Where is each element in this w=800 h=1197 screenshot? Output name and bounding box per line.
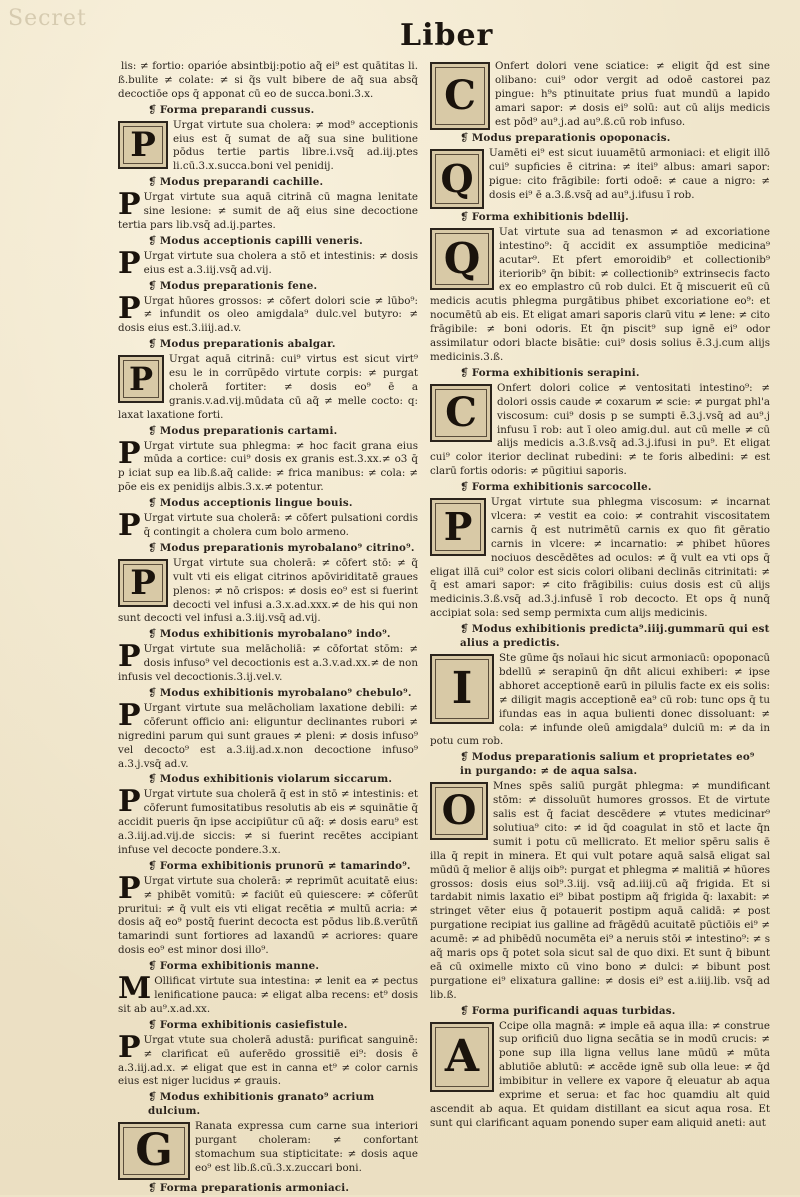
paragraph-text: Urgat aquā citrinā: cui⁹ virtus est sicut virt⁹ esu le in corrūpēdo virtute corpis: ≠ purgat cholerā fortiter: ≠ dosis eo⁹ ē a granis.v.ad.vij.mūdata cū aq̃ ≠ melle cocto: q: laxat laxatione forti. [118,353,418,421]
paragraph [118,245,418,281]
initial-letter: P [118,435,141,471]
initial-letter: P [128,360,154,399]
decorated-initial [430,62,490,130]
section-heading: ❡ Modus preparationis abalgar. [118,338,418,352]
paragraph [118,1120,418,1180]
section-heading: ❡ Modus acceptionis capilli veneris. [118,235,418,249]
paragraph-text: Uamēti ei⁹ est sicut iuuamētū armoniaci: et eligit illō cui⁹ supficies ē citrina: ≠ itei⁹ albus: amari sapor: pigue: cito frāgibile: forti odoē: ≠ caue a nigro: ≠ dosis ei⁹ ē a.3.ß.vsq̄ ad au⁹.j.ifusu ī rob. [489,146,770,201]
paragraph [118,784,418,858]
paragraph-text: lis: ≠ fortio: oparióe absintbij:potio aq̃ ei⁹ est quātitas li. ß.bulite ≠ colate: ≠ si q̃s vult bibere de aq̃ sua absq̃ decoctiōe ops q̄ apponat cū eo de succa.boni.3.x. [118,60,418,100]
paragraph-text: Urgat virtute sua aquā citrinā cū magna lenitate sine lesione: ≠ sumit de aq̃ eius sine decoctione tertia pars lib.vsq̄ ad.ij.partes. [118,191,418,231]
paragraph-text: Onfert dolori vene sciatice: ≠ eligit q̄d est sine olibano: cui⁹ odor vergit ad odoē castorei paz pingue: h⁹s ptinuitate prius fuat mundū a lapido amari sapor: ≠ dosis ei⁹ solū: aut cū alijs medicis est pōd⁹ au⁹.j.ad au⁹.ß.cū rob infuso. [495,60,770,128]
initial-letter: A [444,1030,480,1082]
section-heading: ❡ Modus preparationis cartami. [118,425,418,439]
section-heading: ❡ Forma purificandi aquas turbidas. [430,1005,770,1019]
paragraph [118,290,418,337]
paragraph-text: Urgat virtute sua cholerā q̄ est in stō ≠ intestinis: et cōferunt fumositatibus resolutis ab eis ≠ squinātie q̄ accidit pueris q̄n ipse accipiūtur cū aq̃: ≠ dosis earu⁹ est a.3.iij.ad.vij.de siccis: ≠ si fuerint recētes accipiant infuse vel decocte pondere.3.x. [118,788,418,856]
decorated-initial [118,1122,190,1180]
paragraph-text: Urgat virtute sua cholera a stō et intestinis: ≠ dosis eius est a.3.iij.vsq̄ ad.vij. [143,249,418,276]
section-heading: ❡ Modus preparationis salium et proprietates eo⁹ in purgando: ≠ de aqua salsa. [430,751,770,779]
paragraph-text: Urgant virtute sua melācholiam laxatione debili: ≠ cōferunt officio ani: eliguntur declinantes rubori ≠ nigredini parum qui sunt graues ≠ pleni: ≠ dosis infuso⁹ vel decocto⁹ est a.3.iij.ad.x.non decoctione infuso⁹ a.3.j.vsq̄ ad.v. [118,701,418,770]
paragraph-text: Urgat virtute sua melācholiā: ≠ cōfortat stōm: ≠ dosis infuso⁹ vel decoctionis est a.3.v.ad.xx.≠ de non infusis vel decoctionis.3.ij.vel.v. [118,643,418,684]
paragraph-text: Ccipe olla magnā: ≠ imple eā aqua illa: ≠ construe sup orificiū duo ligna secātia se in modū crucis: ≠ pone sup illa ligna vellus lane mūdū ≠ mūta ablutiōe ablutū: ≠ accēde ignē sub olla leue: ≠ q̄d imbibitur in vellere ex vapore q̄ eleuatur ab aqua exprime et serua: et fac hoc quamdiu alt quid ascendit ab aqua. Et quidam distillant ea sicut aqua rosa. Et sunt qui clarificant aquam ponendo super eam aliquid aneti: aut [430,1019,770,1129]
section-heading: ❡ Modus exhibitionis myrobalano⁹ chebulo⁹. [118,687,418,701]
paragraph-text: Urgat virtute sua cholerā: ≠ reprimūt acuitatē eius: ≠ phibēt vomitū: ≠ faciūt eū quiescere: ≠ cōferūt pruritui: ≠ q̃ vult eis vti eligat recētia ≠ multū acria: ≠ dosis aq̃ eo⁹ postq̄ fuerint decocta est pōdus lib.ß.verūtñ tamarindi sunt fortiores ad laxandū ≠ acriores: quare dosis eo⁹ est minor dosi illo⁹. [118,874,418,957]
section-heading: ❡ Modus preparationis fene. [118,280,418,294]
paragraph [118,508,418,544]
paragraph [430,226,770,365]
paragraph-text: Onfert dolori colice ≠ ventositati intestino⁹: ≠ dolori ossis caude ≠ coxarum ≠ scie: ≠ purgat phl'a viscosum: cui⁹ dosis p se sumpti ē.3.j.vsq̄ ad au⁹.j infusu ī rob: aut ī oleo amig.dul. aut cū melle ≠ cū alijs medicis a.3.ß.vsq̄ ad.3.j.ifusi in pu⁹. Et eligat cui⁹ color iterior declinat rubedini: ≠ te foris albedini: ≠ est clarū fortis odoris: ≠ pūgitiui saporis. [430,381,770,478]
left-column [118,60,418,1197]
initial-letter: Q [440,155,474,201]
section-heading: ❡ Forma preparandi cussus. [118,104,418,118]
initial-letter: P [118,639,141,675]
paragraph [118,557,418,627]
initial-letter: P [118,784,141,820]
initial-letter: P [118,245,141,281]
bleed-through-text: Secret [8,6,87,31]
decorated-initial [118,559,168,607]
paragraph [430,652,770,749]
initial-letter: P [118,508,141,544]
section-heading: ❡ Forma preparationis armoniaci. [118,1182,418,1196]
section-heading: ❡ Forma exhibitionis sarcocolle. [430,481,770,495]
decorated-initial [430,782,488,840]
paragraph-text: Urgat vtute sua cholerā adustā: purificat sanguinē: ≠ clarificat eū auferēdo grossitiē ei⁹: dosis ē a.3.iij.ad.x. ≠ eligat que est in canna et⁹ ≠ color carnis eius est niger lucidus ≠ grauis. [118,1033,418,1088]
paragraph-text: Urgat virtute sua cholerā: ≠ cōfert stō: ≠ q̃ vult vti eis eligat citrinos apōviriditatē graues plenos: ≠ nō crispos: ≠ dosis eo⁹ est si fuerint decocti vel infusi a.3.x.ad.xxx.≠ de his qui non sunt decocti vel infusi a.3.iij.vsq̄ ad.vij. [118,556,418,625]
initial-letter: P [118,1029,141,1065]
paragraph [118,60,418,102]
section-heading: ❡ Modus preparationis opoponacis. [430,132,770,146]
page-header: Liber [400,18,494,53]
initial-letter: M [118,971,152,1007]
section-heading: ❡ Forma exhibitionis manne. [118,960,418,974]
initial-letter: O [441,787,477,835]
initial-letter: P [118,697,141,733]
initial-letter: P [130,562,156,603]
initial-letter: P [443,504,473,550]
section-heading: ❡ Forma exhibitionis casiefistule. [118,1019,418,1033]
section-heading: ❡ Modus exhibitionis violarum siccarum. [118,773,418,787]
initial-letter: C [444,72,476,119]
initial-letter: P [118,870,141,906]
paragraph [430,1020,770,1131]
section-heading: ❡ Forma exhibitionis prunorū ≠ tamarindo⁹. [118,860,418,874]
paragraph-text: Ollificat virtute sua intestina: ≠ lenit ea ≠ pectus lenificatione pauca: ≠ eligat alba recens: et⁹ dosis sit ab au⁹.x.ad.xx. [118,975,418,1015]
paragraph-text: Mnes spēs saliū purgāt phlegma: ≠ mundificant stōm: ≠ dissoluūt humores grossos. Et de virtute salis est q̄ faciat descēdere ≠ vtutes medicinar⁹ solutiua⁹ cito: ≠ id q̄d coagulat in stō et lacte q̄n sumit i potu cū mellicrato. Et melior spēru salis ē illa q̄ repit in minera. Et qui vult potare aquā salsā eligat sal mūdū q̄ melior ē alijs oib⁹: purgat et phlegma ≠ malitiā ≠ hūores grossos: dosis eius sol⁹.3.iij. vsq̄ ad.iiij.cū aq̃ frigida. Et si tardabit nimis laxatio ei⁹ bibat postipm aq̃ frigida q̄: laxabit: ≠ stringet vēter eius q̄ potauerit postipm aquā calidā: ≠ post purgatione recipiat ius galline ad frāgēdū acuitatē pūctiōis ei⁹ ≠ acumē: ≠ ad phibēdū nocumēta ei⁹ a neruis stōi ≠ intestino⁹: ≠ s aq̃ maris ops q̄ potet sola sicut sal de quo dixi. Et sunt q̄ bibunt eā cū oximelle mixto cū vino bono ≠ dulci: ≠ bibunt post purgatione ei⁹ elixatura galline: ≠ dosis ei⁹ est a.iiij.lib. vsq̄ ad lib.ß. [430,780,770,1001]
initial-letter: I [451,663,473,714]
paragraph [118,971,418,1017]
initial-letter: G [135,1125,173,1177]
paragraph [118,119,418,175]
section-heading: ❡ Modus exhibitionis granato⁹ acrium dulcium. [118,1091,418,1119]
paragraph [118,187,418,233]
section-heading: ❡ Modus exhibitionis myrobalano⁹ indo⁹. [118,628,418,642]
section-heading: ❡ Modus exhibitionis predicta⁹.iiij.gummarū qui est alius a predictis. [430,623,770,651]
section-heading: ❡ Modus acceptionis lingue bouis. [118,497,418,511]
decorated-initial [430,384,492,442]
paragraph-text: Urgat hūores grossos: ≠ cōfert dolori scie ≠ lūbo⁹: ≠ infundit os oleo amigdala⁹ dulc.vel butyro: ≠ dosis eius est.3.iiij.ad.v. [118,294,418,335]
decorated-initial [118,121,168,169]
paragraph-text: Urgat virtute sua cholera: ≠ mod⁹ acceptionis eius est q̄ sumat de aq̃ sua sine bulitione pōdus tertie partis libre.i.vsq̄ ad.iij.ptes li.cū.3.x.succa.boni vel penidij. [173,118,418,173]
decorated-initial [430,228,494,290]
paragraph-text: Urgat virtute sua phlegma viscosum: ≠ incarnat vlcera: ≠ vestit ea coio: ≠ contrahit viscositatem carnis q̄ est nutrimētū carnis ex quo fit gēratio carnis in vlcere: ≠ incarnatio: ≠ phibet hūores nociuos descēdētes ad oculos: ≠ q̃ vult ea vti ops q̄ eligat illā cui⁹ color est sicis colori olibani declinās citrinitati: ≠ q̄ est amari sapor: ≠ cito frāgibilis: cuius dosis est cū alijs medicinis.3.ß.vsq̄ ad.3.j.infusē ī rob decocto. Et ops q̄ nunq̄ accipiat sola: sed semp permixta cum alijs medicinis. [430,496,770,620]
paragraph [118,1029,418,1090]
paragraph-text: Ste gūme q̄s noīaui hic sicut armoniacū: opoponacū bdellū ≠ serapinū q̄n dñt alicui exhiberi: ≠ ipse abhoret acceptionē earū in pilulis facte ex eis solis: ≠ diligit magis acceptionē ea⁹ cū rob: tunc ops q̄ tu ifundas eas in aqua bulienti donec dissoluant: ≠ cola: ≠ infunde oleū amigdala⁹ dulciū m: ≠ da in potu cum rob. [430,652,770,748]
paragraph [118,870,418,958]
paragraph-text: Uat virtute sua ad tenasmon ≠ ad excoriatione intestino⁹: q̄ accidit ex assumptiōe medicina⁹ acutar⁹. Et pfert emoroidib⁹ et collectionib⁹ iteriorib⁹ q̄n bibit: ≠ collectionib⁹ extrinsecis facto ex eo emplastro cū rob dulci. Et q̄ miscuerit eū cū medicis acutis phlegma purgātibus phibet excoriatione eo⁹: et nocumētū ab eis. Et eligat amari saporis clarū vitu ≠ lene: ≠ cito frāgibile: ≠ boni odoris. Et q̄n piscit⁹ sup ignē ei⁹ odor assimilatur odori blacte bisātie: cui⁹ dosis solius ē.3.j.cum alijs medicinis.3.ß. [430,225,770,363]
paragraph-text: Urgat virtute sua phlegma: ≠ hoc facit grana eius mūda a cortice: cui⁹ dosis ex granis est.3.xx.≠ o3 q̄ p iciat sup ea lib.ß.aq̃ calide: ≠ frica manibus: ≠ cola: ≠ põe eis ex penidijs albis.3.x.≠ potentur. [118,439,418,494]
paragraph [430,496,770,621]
paragraph [430,147,770,209]
decorated-initial [430,654,494,724]
paragraph [118,435,418,496]
paragraph-text: Urgat virtute sua cholerā: ≠ cōfert pulsationi cordis q̄ contingit a cholera cum bolo armeno. [143,512,418,538]
section-heading: ❡ Forma exhibitionis bdellij. [430,211,770,225]
section-heading: ❡ Modus preparandi cachille. [118,176,418,190]
section-heading: ❡ Forma exhibitionis serapini. [430,367,770,381]
decorated-initial [118,355,164,403]
initial-letter: P [118,187,141,223]
initial-letter: Q [443,233,481,283]
decorated-initial [430,1022,494,1092]
paragraph [430,60,770,130]
decorated-initial [430,149,484,209]
right-column [430,60,770,1132]
initial-letter: P [118,290,141,326]
paragraph [430,780,770,1003]
section-heading: ❡ Modus preparationis myrobalano⁹ citrino⁹. [118,542,418,556]
initial-letter: C [445,388,477,436]
paragraph [118,353,418,423]
paragraph [118,639,418,685]
initial-letter: P [130,124,156,165]
paragraph [430,382,770,479]
decorated-initial [430,498,486,556]
paragraph [118,697,418,772]
paragraph-text: Ranata expressa cum carne sua interiori purgant choleram: ≠ confortant stomachum sua stipticitate: ≠ dosis aque eo⁹ est lib.ß.cū.3.x.zuccari boni. [195,1120,418,1174]
